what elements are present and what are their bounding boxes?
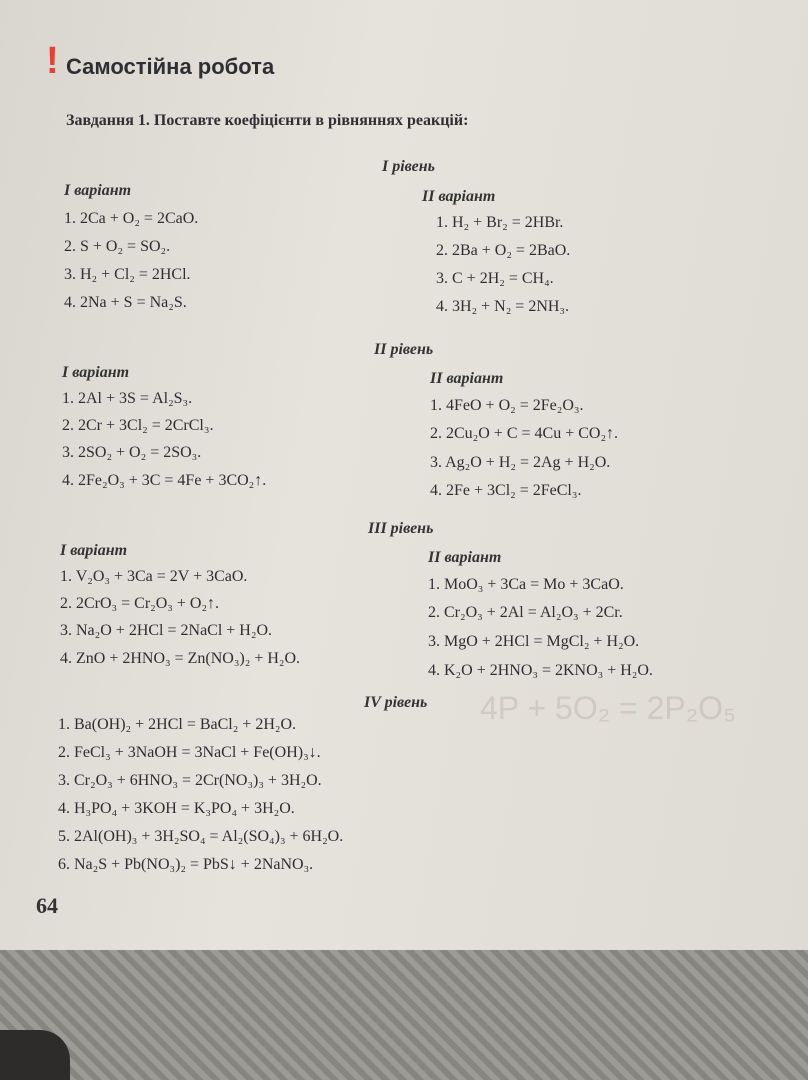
equation: 2. 2Cu₂O + C = 4Cu + CO₂↑.: [430, 425, 619, 442]
equation: 3. C + 2H₂ = CH₄.: [436, 270, 554, 287]
exclamation-icon: !: [46, 40, 59, 82]
equation: 1. 2Al + 3S = Al₂S₃.: [62, 390, 193, 407]
level-heading: ІІІ рівень: [368, 520, 434, 537]
variant-heading: І варіант: [62, 364, 130, 381]
equation: 4. 2Fe + 3Cl₂ = 2FeCl₃.: [430, 482, 582, 499]
equation: 5. 2Al(OH)₃ + 3H₂SO₄ = Al₂(SO₄)₃ + 6H₂O.: [58, 828, 344, 845]
equation: 2. 2CrO₃ = Cr₂O₃ + O₂↑.: [60, 595, 220, 612]
equation: 4. 2Fe₂O₃ + 3C = 4Fe + 3CO₂↑.: [62, 472, 267, 489]
bleed-through-text: 4P + 5O₂ = 2P₂O₅: [480, 690, 736, 726]
dark-object-corner: [0, 1030, 70, 1080]
equation: 4. 2Na + S = Na₂S.: [64, 294, 187, 311]
page-number: 64: [36, 893, 58, 918]
equation: 3. 2SO₂ + O₂ = 2SO₃.: [62, 444, 202, 461]
task-heading: Завдання 1. Поставте коефіцієнти в рівняннях реакцій:: [66, 112, 469, 129]
level-heading: ІІ рівень: [374, 341, 434, 358]
equation: 3. Cr₂O₃ + 6HNO₃ = 2Cr(NO₃)₃ + 3H₂O.: [58, 772, 322, 789]
equation: 4. K₂O + 2HNO₃ = 2KNO₃ + H₂O.: [428, 662, 653, 679]
equation: 2. 2Cr + 3Cl₂ = 2CrCl₃.: [62, 417, 214, 434]
equation: 1. MoO₃ + 3Ca = Mo + 3CaO.: [428, 576, 624, 593]
variant-heading: І варіант: [60, 542, 128, 559]
equation: 1. 2Ca + O₂ = 2CaO.: [64, 210, 199, 227]
equation: 2. S + O₂ = SO₂.: [64, 238, 171, 255]
equation: 3. H₂ + Cl₂ = 2HCl.: [64, 266, 191, 283]
variant-heading: І варіант: [64, 182, 132, 199]
variant-heading: ІІ варіант: [430, 370, 504, 387]
equation: 1. Ba(OH)₂ + 2HCl = BaCl₂ + 2H₂O.: [58, 716, 297, 733]
equation: 6. Na₂S + Pb(NO₃)₂ = PbS↓ + 2NaNO₃.: [58, 856, 314, 873]
page-title: Самостійна робота: [66, 54, 275, 79]
equation: 4. H₃PO₄ + 3KOH = K₃PO₄ + 3H₂O.: [58, 800, 295, 817]
equation: 4. 3H₂ + N₂ = 2NH₃.: [436, 298, 569, 315]
level-heading: IV рівень: [364, 694, 428, 711]
variant-heading: ІІ варіант: [422, 188, 496, 205]
variant-heading: ІІ варіант: [428, 549, 502, 566]
equation: 3. Na₂O + 2HCl = 2NaCl + H₂O.: [60, 622, 272, 639]
equation: 2. 2Ba + O₂ = 2BaO.: [436, 242, 571, 259]
equation: 2. FeCl₃ + 3NaOH = 3NaCl + Fe(OH)₃↓.: [58, 744, 321, 761]
equation: 3. MgO + 2HCl = MgCl₂ + H₂O.: [428, 633, 640, 650]
equation: 3. Ag₂O + H₂ = 2Ag + H₂O.: [430, 454, 611, 471]
equation: 1. V₂O₃ + 3Ca = 2V + 3CaO.: [60, 568, 248, 585]
equation: 1. H₂ + Br₂ = 2HBr.: [436, 214, 564, 231]
level-heading: І рівень: [382, 158, 435, 175]
equation: 2. Cr₂O₃ + 2Al = Al₂O₃ + 2Cr.: [428, 604, 623, 621]
equation: 1. 4FeO + O₂ = 2Fe₂O₃.: [430, 397, 584, 414]
tablecloth-background: [0, 950, 808, 1080]
equation: 4. ZnO + 2HNO₃ = Zn(NO₃)₂ + H₂O.: [60, 650, 301, 667]
